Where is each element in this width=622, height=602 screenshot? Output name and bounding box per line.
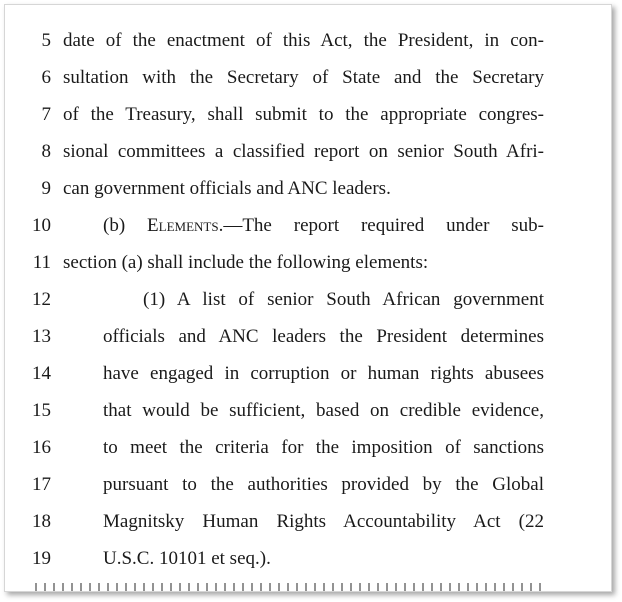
- line-text: have engaged in corruption or human rights abusees: [103, 363, 544, 384]
- text-line: [5, 281, 611, 318]
- cropped-text-fragment: [35, 583, 545, 591]
- subsection-text: .—The report required under sub-: [218, 215, 545, 236]
- text-line: [5, 466, 611, 503]
- text-line: [5, 355, 611, 392]
- cropped-next-line: [5, 577, 611, 591]
- text-line: [5, 133, 611, 170]
- text-line: [5, 318, 611, 355]
- line-text: pursuant to the authorities provided by the Global: [103, 474, 544, 495]
- line-number: 11: [32, 252, 51, 273]
- text-line: [5, 503, 611, 540]
- line-number: 18: [32, 511, 51, 532]
- line-text: section (a) shall include the following elements:: [63, 252, 429, 273]
- text-line: [5, 540, 611, 577]
- line-text: to meet the criteria for the imposition of sanctions: [103, 437, 544, 458]
- text-line: [5, 170, 611, 207]
- line-text: date of the enactment of this Act, the President, in con-: [63, 30, 544, 51]
- line-number: 16: [32, 437, 51, 458]
- line-number: 12: [32, 289, 51, 310]
- text-line: [5, 244, 611, 281]
- line-number: 10: [32, 215, 51, 236]
- line-text: U.S.C. 10101 et seq.).: [103, 548, 271, 569]
- line-text: sional committees a classified report on senior South Afri-: [63, 141, 544, 162]
- line-text: sultation with the Secretary of State and the Secretary: [63, 67, 544, 88]
- text-line: [5, 22, 611, 59]
- line-number: 8: [41, 141, 51, 162]
- line-number: 17: [32, 474, 51, 495]
- line-number: 14: [32, 363, 51, 384]
- text-line: [5, 96, 611, 133]
- line-text: of the Treasury, shall submit to the appropriate congres-: [63, 104, 544, 125]
- line-number: 9: [41, 178, 51, 199]
- subsection-heading: Elements: [147, 215, 219, 236]
- text-line: [5, 429, 611, 466]
- line-number: 6: [41, 67, 51, 88]
- line-text: (1) A list of senior South African government: [143, 289, 544, 310]
- line-number: 5: [41, 30, 51, 51]
- text-line: [5, 392, 611, 429]
- line-number: 15: [32, 400, 51, 421]
- subsection-prefix: (b): [103, 215, 148, 236]
- line-text: officials and ANC leaders the President determines: [103, 326, 544, 347]
- line-number: 19: [32, 548, 51, 569]
- line-text: Magnitsky Human Rights Accountability Act (22: [103, 511, 544, 532]
- line-number: 13: [32, 326, 51, 347]
- text-line: [5, 207, 611, 244]
- document-page: [4, 4, 612, 592]
- text-line: [5, 59, 611, 96]
- line-text: [103, 207, 544, 244]
- line-text: that would be sufficient, based on credible evidence,: [103, 400, 544, 421]
- line-number: 7: [41, 104, 51, 125]
- line-text: can government officials and ANC leaders.: [63, 178, 391, 199]
